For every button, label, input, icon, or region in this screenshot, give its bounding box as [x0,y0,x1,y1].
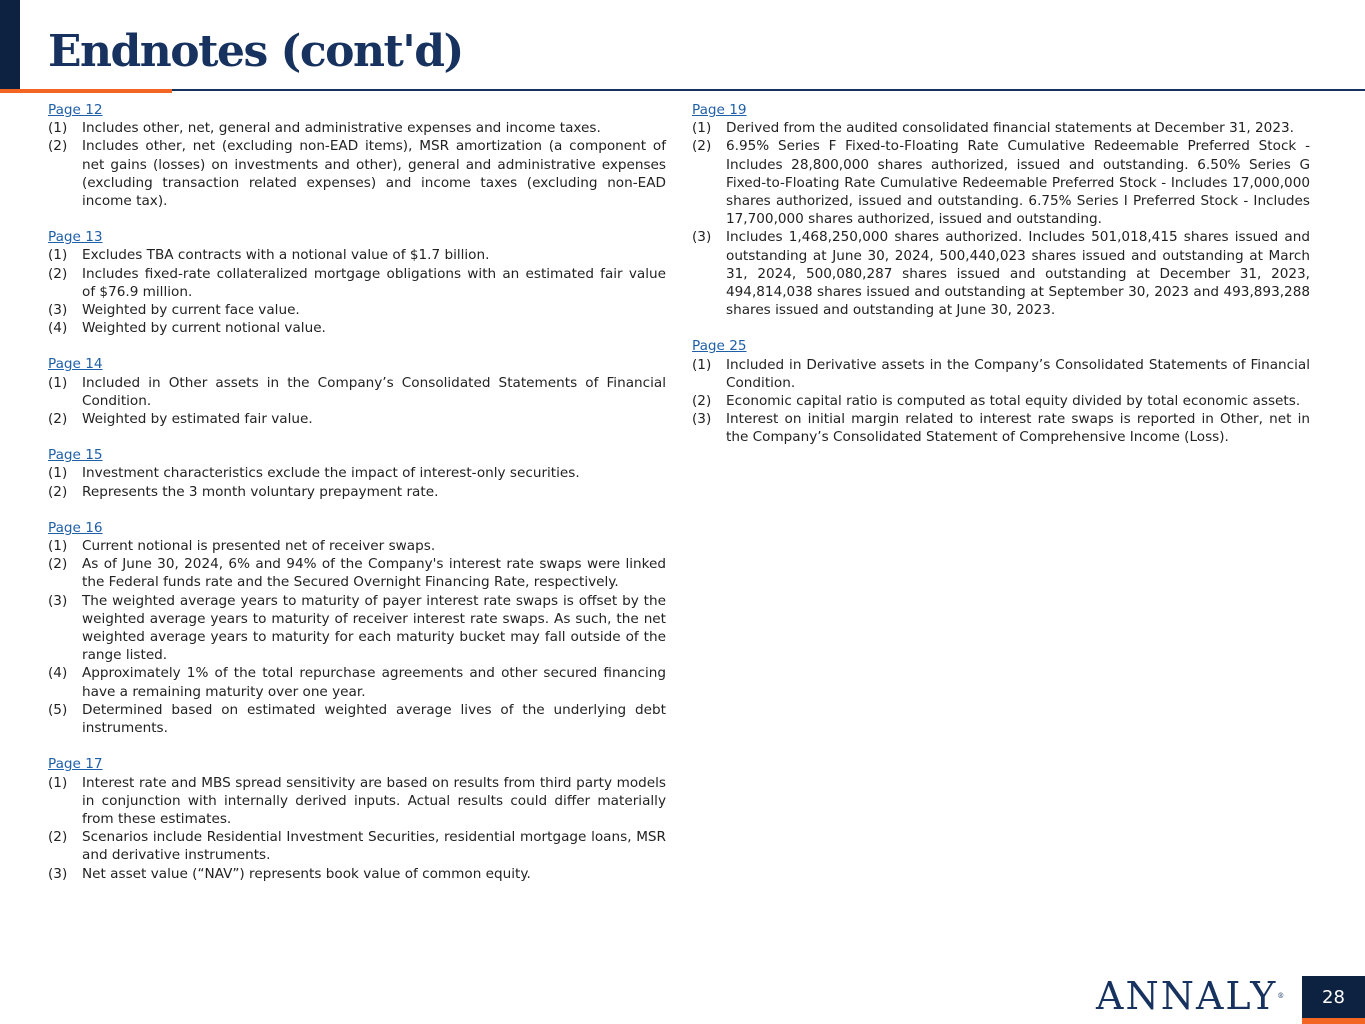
endnote-item [692,356,1310,392]
endnote-section [692,337,1310,446]
header-rule-accent [0,89,172,93]
endnote-section [48,519,666,737]
page-link[interactable]: Page 14 [48,356,103,373]
endnote-item [692,228,1310,319]
endnote-section [48,446,666,501]
right-endnotes-column [692,101,1310,465]
endnote-item [48,865,666,883]
endnote-number: (1) [692,120,712,137]
endnote-number: (2) [692,138,712,155]
page-title: Endnotes (cont'd) [48,26,463,77]
endnote-list [48,374,666,429]
endnote-list [692,119,1310,319]
endnote-number: (3) [692,229,712,246]
endnote-item [692,119,1310,137]
endnote-number: (1) [48,247,68,264]
endnote-text: Derived from the audited consolidated financial statements at December 31, 2023. [726,120,1294,137]
endnote-list [48,537,666,737]
endnote-item [48,592,666,665]
endnote-text: Weighted by current notional value. [82,320,326,337]
page-link[interactable]: Page 15 [48,447,103,464]
endnote-number: (1) [48,538,68,555]
endnote-number: (5) [48,701,68,718]
endnote-item [48,374,666,410]
header-rule [0,89,1365,91]
endnote-text: Approximately 1% of the total repurchase agreements and other secured financing have a remaining maturity over one year. [82,665,666,700]
endnote-list [48,246,666,337]
endnote-text: Includes other, net (excluding non-EAD items), MSR amortization (a component of net gains (losses) on investments and other), general and administrative expenses (excluding transaction related expenses) and income taxes (excluding non-EAD income tax). [82,138,666,210]
endnote-text: Current notional is presented net of receiver swaps. [82,538,436,555]
endnote-item [692,137,1310,228]
endnote-text: Interest on initial margin related to interest rate swaps is reported in Other, net in the Company’s Consolidated Statement of Comprehensive Income (Loss). [726,411,1310,446]
page-link[interactable]: Page 13 [48,229,103,246]
endnote-section [692,101,1310,319]
page-number: 28 [1302,976,1365,1018]
endnote-text: Net asset value (“NAV”) represents book value of common equity. [82,865,531,882]
page-link[interactable]: Page 12 [48,102,103,118]
annaly-logo: ANNALY® [1096,974,1285,1018]
endnote-item [692,410,1310,446]
endnote-text: The weighted average years to maturity of payer interest rate swaps is offset by the weighted average years to maturity of receiver interest rate swaps. As such, the net weighted average years to maturity for each maturity bucket may fall outside of the range listed. [82,592,666,664]
endnote-number: (2) [692,393,712,410]
endnote-number: (4) [48,320,68,337]
endnote-number: (3) [48,592,68,609]
endnote-item [48,664,666,700]
endnote-list [48,464,666,500]
endnote-text: Investment characteristics exclude the impact of interest-only securities. [82,465,580,482]
endnote-text: Included in Derivative assets in the Company’s Consolidated Statements of Financial Condition. [726,356,1310,391]
endnote-item [48,555,666,591]
endnote-item [48,119,666,137]
endnote-number: (1) [48,374,68,391]
endnote-text: Includes fixed-rate collateralized mortgage obligations with an estimated fair value of $76.9 million. [82,265,666,300]
endnote-text: Determined based on estimated weighted average lives of the underlying debt instruments. [82,701,666,737]
endnote-item [48,701,666,737]
endnote-section [48,755,666,882]
endnote-list [48,774,666,883]
endnote-number: (3) [48,865,68,882]
endnote-number: (2) [48,138,68,155]
endnote-list [692,356,1310,447]
endnote-text: Scenarios include Residential Investment Securities, residential mortgage loans, MSR and derivative instruments. [82,829,666,864]
endnote-item [48,137,666,210]
endnote-item [48,537,666,555]
endnote-text: Interest rate and MBS spread sensitivity are based on results from third party models in conjunction with internally derived inputs. Actual results could differ materially from these estimates. [82,774,666,827]
page-link[interactable]: Page 16 [48,519,103,536]
endnote-text: Weighted by estimated fair value. [82,411,313,428]
page-link[interactable]: Page 17 [48,756,103,773]
endnote-text: Included in Other assets in the Company’s Consolidated Statements of Financial Condition. [82,374,666,409]
endnote-number: (2) [48,829,68,846]
endnote-item [48,774,666,829]
endnote-number: (1) [48,120,68,137]
endnote-number: (3) [48,302,68,319]
endnote-text: Excludes TBA contracts with a notional value of $1.7 billion. [82,247,490,264]
left-endnotes-column [48,101,666,901]
endnote-list [48,119,666,210]
page-link[interactable]: Page 25 [692,338,747,355]
endnote-text: 6.95% Series F Fixed-to-Floating Rate Cumulative Redeemable Preferred Stock - Includes 28,800,000 shares authorized, issued and outstanding. 6.50% Series G Fixed-to-Floating Rate Cumulative Redeemable Preferred Stock - Includes 17,000,000 shares authorized, issued and outstanding. 6.75% Series I Preferred Stock - Includes 17,700,000 shares authorized, issued and outstanding. [726,138,1310,228]
page-number-accent [1302,1018,1365,1024]
endnote-text: As of June 30, 2024, 6% and 94% of the Company's interest rate swaps were linked the Federal funds rate and the Secured Overnight Financing Rate, respectively. [82,556,666,591]
endnote-number: (2) [48,483,68,500]
endnote-item [48,246,666,264]
endnote-section [48,228,666,337]
endnote-item [48,483,666,501]
endnote-number: (2) [48,265,68,282]
endnote-number: (1) [48,774,68,791]
endnote-item [48,301,666,319]
endnote-number: (2) [48,556,68,573]
endnote-text: Includes 1,468,250,000 shares authorized. Includes 501,018,415 shares issued and outstanding at June 30, 2024, 500,440,023 shares issued and outstanding at March 31, 2024, 500,080,287 shares issued and outstanding at December 31, 2023, 494,814,038 shares issued and outstanding at September 30, 2023 and 493,893,288 shares issued and outstanding at June 30, 2023. [726,229,1310,319]
endnote-number: (3) [692,411,712,428]
endnote-item [48,464,666,482]
endnote-item [48,828,666,864]
endnote-section [48,101,666,210]
left-accent-bar [0,0,20,90]
endnote-number: (2) [48,411,68,428]
endnote-text: Represents the 3 month voluntary prepayment rate. [82,483,439,500]
endnote-text: Includes other, net, general and administrative expenses and income taxes. [82,120,601,137]
page-link[interactable]: Page 19 [692,102,747,118]
endnote-item [48,265,666,301]
endnote-item [48,410,666,428]
endnote-text: Economic capital ratio is computed as total equity divided by total economic assets. [726,393,1301,410]
endnote-item [48,319,666,337]
endnote-number: (1) [48,465,68,482]
endnote-item [692,392,1310,410]
endnote-number: (1) [692,356,712,373]
endnote-text: Weighted by current face value. [82,302,300,319]
endnote-section [48,355,666,428]
endnote-number: (4) [48,665,68,682]
